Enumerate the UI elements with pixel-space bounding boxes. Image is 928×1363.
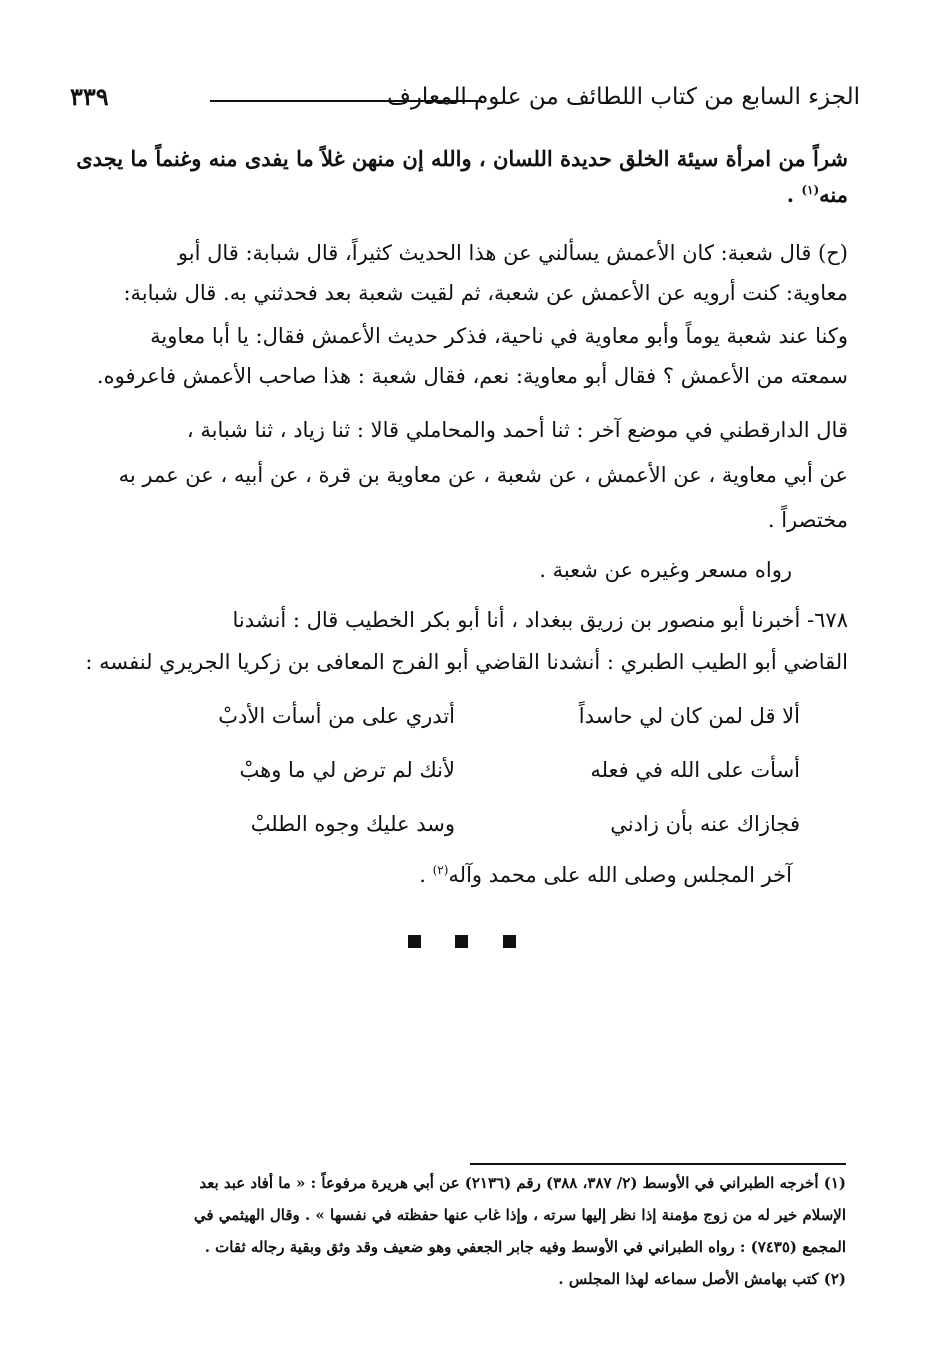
line-text: منه bbox=[819, 182, 848, 207]
footnote-ref: (١) bbox=[801, 183, 820, 197]
footnote-rule bbox=[470, 1163, 846, 1165]
footnote-ref: (٢) bbox=[432, 863, 449, 877]
text-line: معاوية: كنت أرويه عن الأعمش عن شعبة، ثم لقيت شعبة بعد فحدثني به. قال شبابة: bbox=[123, 281, 848, 305]
header-rule bbox=[210, 100, 482, 102]
separator-square bbox=[408, 935, 421, 948]
poem-verse bbox=[160, 704, 800, 744]
text-line: ٦٧٨- أخبرنا أبو منصور بن زريق ببغداد ، أنا أبو بكر الخطيب قال : أنشدنا bbox=[232, 608, 848, 632]
verse-second-hemistich: لأنك لم ترض لي ما وهبْ bbox=[239, 758, 455, 782]
text-line bbox=[419, 864, 792, 886]
line-text: آخر المجلس وصلى الله على محمد وآله bbox=[448, 863, 792, 887]
text-line: عن أبي معاوية ، عن الأعمش ، عن شعبة ، عن معاوية بن قرة ، عن أبيه ، عن عمر به bbox=[118, 463, 848, 487]
text-line bbox=[787, 184, 848, 205]
verse-second-hemistich: أتدري على من أسأت الأدبْ bbox=[218, 704, 455, 728]
separator-square bbox=[455, 935, 468, 948]
line-end: . bbox=[786, 182, 802, 207]
text-line: شراً من امرأة سيئة الخلق حديدة اللسان ، والله إن منهن غلاً ما يفدى منه وغنماً ما يجدى bbox=[76, 146, 848, 171]
paragraph-misar bbox=[92, 560, 792, 590]
footnote-line: (٢) كتب بهامش الأصل سماعه لهذا المجلس . bbox=[558, 1270, 846, 1288]
paragraph-h bbox=[78, 241, 848, 388]
running-title: الجزء السابع من كتاب اللطائف من علوم المعارف bbox=[386, 84, 860, 110]
intro-paragraph bbox=[78, 148, 848, 218]
verse-first-hemistich: أسأت على الله في فعله bbox=[590, 758, 800, 782]
verse-first-hemistich: فجازاك عنه بأن زادني bbox=[610, 812, 800, 836]
footnote-line: المجمع (٧٤٣٥) : رواه الطبراني في الأوسط وفيه جابر الجعفي وهو ضعيف وقد وثق وبقية رجاله ثقات . bbox=[204, 1238, 846, 1256]
page-number: ٣٣٩ bbox=[70, 82, 109, 111]
section-separator bbox=[408, 935, 520, 949]
verse-second-hemistich: وسد عليك وجوه الطلبْ bbox=[250, 812, 455, 836]
text-line: قال الدارقطني في موضع آخر : ثنا أحمد والمحاملي قالا : ثنا زياد ، ثنا شبابة ، bbox=[186, 418, 848, 442]
text-line: سمعته من الأعمش ؟ فقال أبو معاوية: نعم، فقال شعبة : هذا صاحب الأعمش فاعرفوه. bbox=[96, 364, 848, 388]
verse-first-hemistich: ألا قل لمن كان لي حاسداً bbox=[578, 704, 800, 728]
separator-square bbox=[503, 935, 516, 948]
page-header bbox=[70, 80, 860, 120]
text-line: وكنا عند شعبة يوماً وأبو معاوية في ناحية، فذكر حديث الأعمش فقال: يا أبا معاوية bbox=[150, 324, 848, 348]
footnote-line: (١) أخرجه الطبراني في الأوسط (٢/ ٣٨٧، ٣٨٨) رقم (٢١٣٦) عن أبي هريرة مرفوعاً : « ما أفاد عبد بعد bbox=[199, 1174, 846, 1192]
poem-verse bbox=[160, 812, 800, 852]
text-line: مختصراً . bbox=[767, 508, 848, 532]
text-line: رواه مسعر وغيره عن شعبة . bbox=[539, 558, 792, 582]
text-line: (ح) قال شعبة: كان الأعمش يسألني عن هذا الحديث كثيراً، قال شبابة: قال أبو bbox=[177, 241, 848, 265]
text-line: القاضي أبو الطيب الطبري : أنشدنا القاضي أبو الفرج المعافى بن زكريا الجريري لنفسه : bbox=[85, 650, 848, 674]
poem-verse bbox=[160, 758, 800, 798]
closing-line bbox=[92, 864, 792, 894]
line-end: . bbox=[419, 863, 433, 887]
paragraph-678 bbox=[78, 610, 848, 680]
footnote-line: الإسلام خير له من زوج مؤمنة إذا نظر إليها سرته ، وإذا غاب عنها حفظته في نفسها » . وقال الهيثمي في bbox=[193, 1206, 846, 1224]
paragraph-daraqutni bbox=[78, 420, 848, 530]
